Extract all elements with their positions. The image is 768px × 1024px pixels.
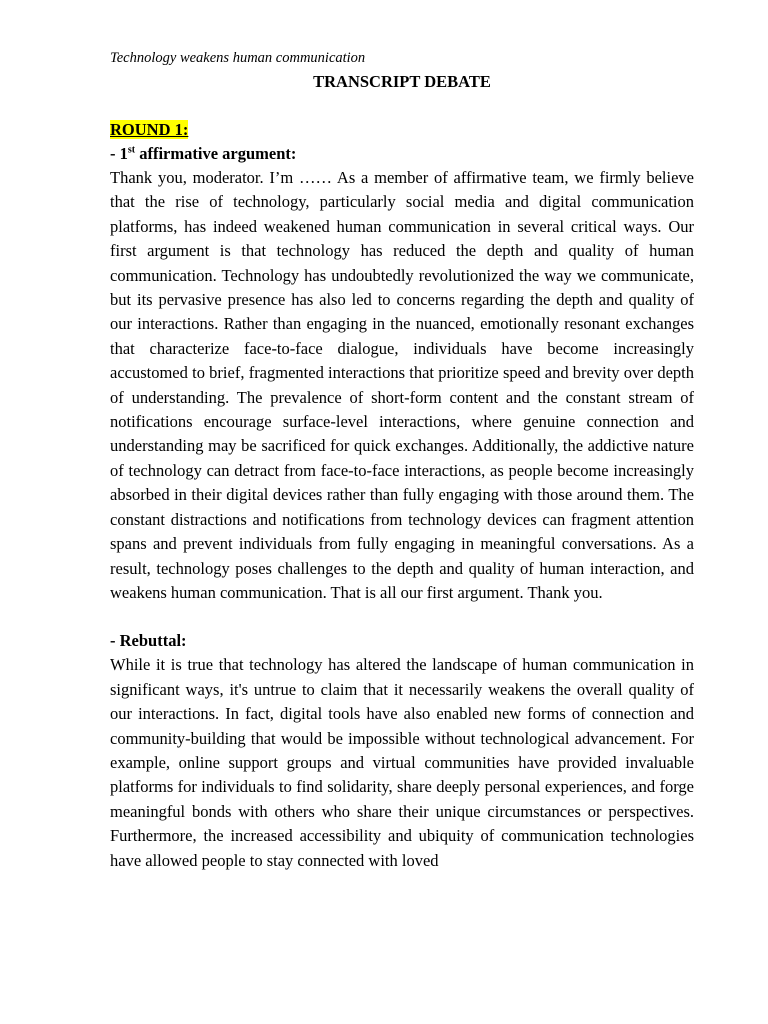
document-title: TRANSCRIPT DEBATE <box>313 72 491 91</box>
heading-superscript: st <box>127 144 136 156</box>
blank-line <box>110 94 694 118</box>
rebuttal-paragraph: While it is true that technology has altered the landscape of human communication in significant ways, it's untrue to claim that it necessarily weakens the overall quality of our interactions. In fact, digital tools have also enabled new forms of connection and community-building that would be impossible without technological advancement. For example, online support groups and virtual communities have provided invaluable platforms for individuals to find solidarity, share deeply personal experiences, and forge meaningful bonds with others who share their unique circumstances or perspectives. Furthermore, the increased accessibility and ubiquity of communication technologies have allowed people to stay connected with loved <box>110 655 694 870</box>
affirmative-argument-paragraph: Thank you, moderator. I’m …… As a member of affirmative team, we firmly believe that the rise of technology, particularly social media and digital communication platforms, has indeed weakened human communication in several critical ways. Our first argument is that technology has reduced the depth and quality of human communication. Technology has undoubtedly revolutionized the way we communicate, but its pervasive presence has also led to concerns regarding the depth and quality of our interactions. Rather than engaging in the nuanced, emotionally resonant exchanges that characterize face-to-face dialogue, individuals have become increasingly accustomed to brief, fragmented interactions that prioritize speed and brevity over depth of understanding. The prevalence of short-form content and the constant stream of notifications encourage surface-level interactions, where genuine connection and understanding may be sacrificed for quick exchanges. Additionally, the addictive nature of technology can detract from face-to-face interactions, as people become increasingly absorbed in their digital devices rather than fully engaging with those around them. The constant distractions and notifications from technology devices can fragment attention spans and prevent individuals from fully engaging in meaningful conversations. As a result, technology poses challenges to the depth and quality of human interaction, and weakens human communication. That is all our first argument. Thank you. <box>110 168 694 602</box>
round-heading <box>110 118 694 142</box>
round-heading-highlight: ROUND 1: <box>110 120 189 139</box>
rebuttal-heading: - Rebuttal: <box>110 631 187 651</box>
heading-prefix: - 1 <box>110 144 128 163</box>
affirmative-argument-heading <box>110 142 694 166</box>
blank-line <box>110 605 694 629</box>
heading-suffix: affirmative argument: <box>135 144 297 163</box>
document-page <box>110 48 694 873</box>
running-header: Technology weakens human communication <box>110 50 366 66</box>
